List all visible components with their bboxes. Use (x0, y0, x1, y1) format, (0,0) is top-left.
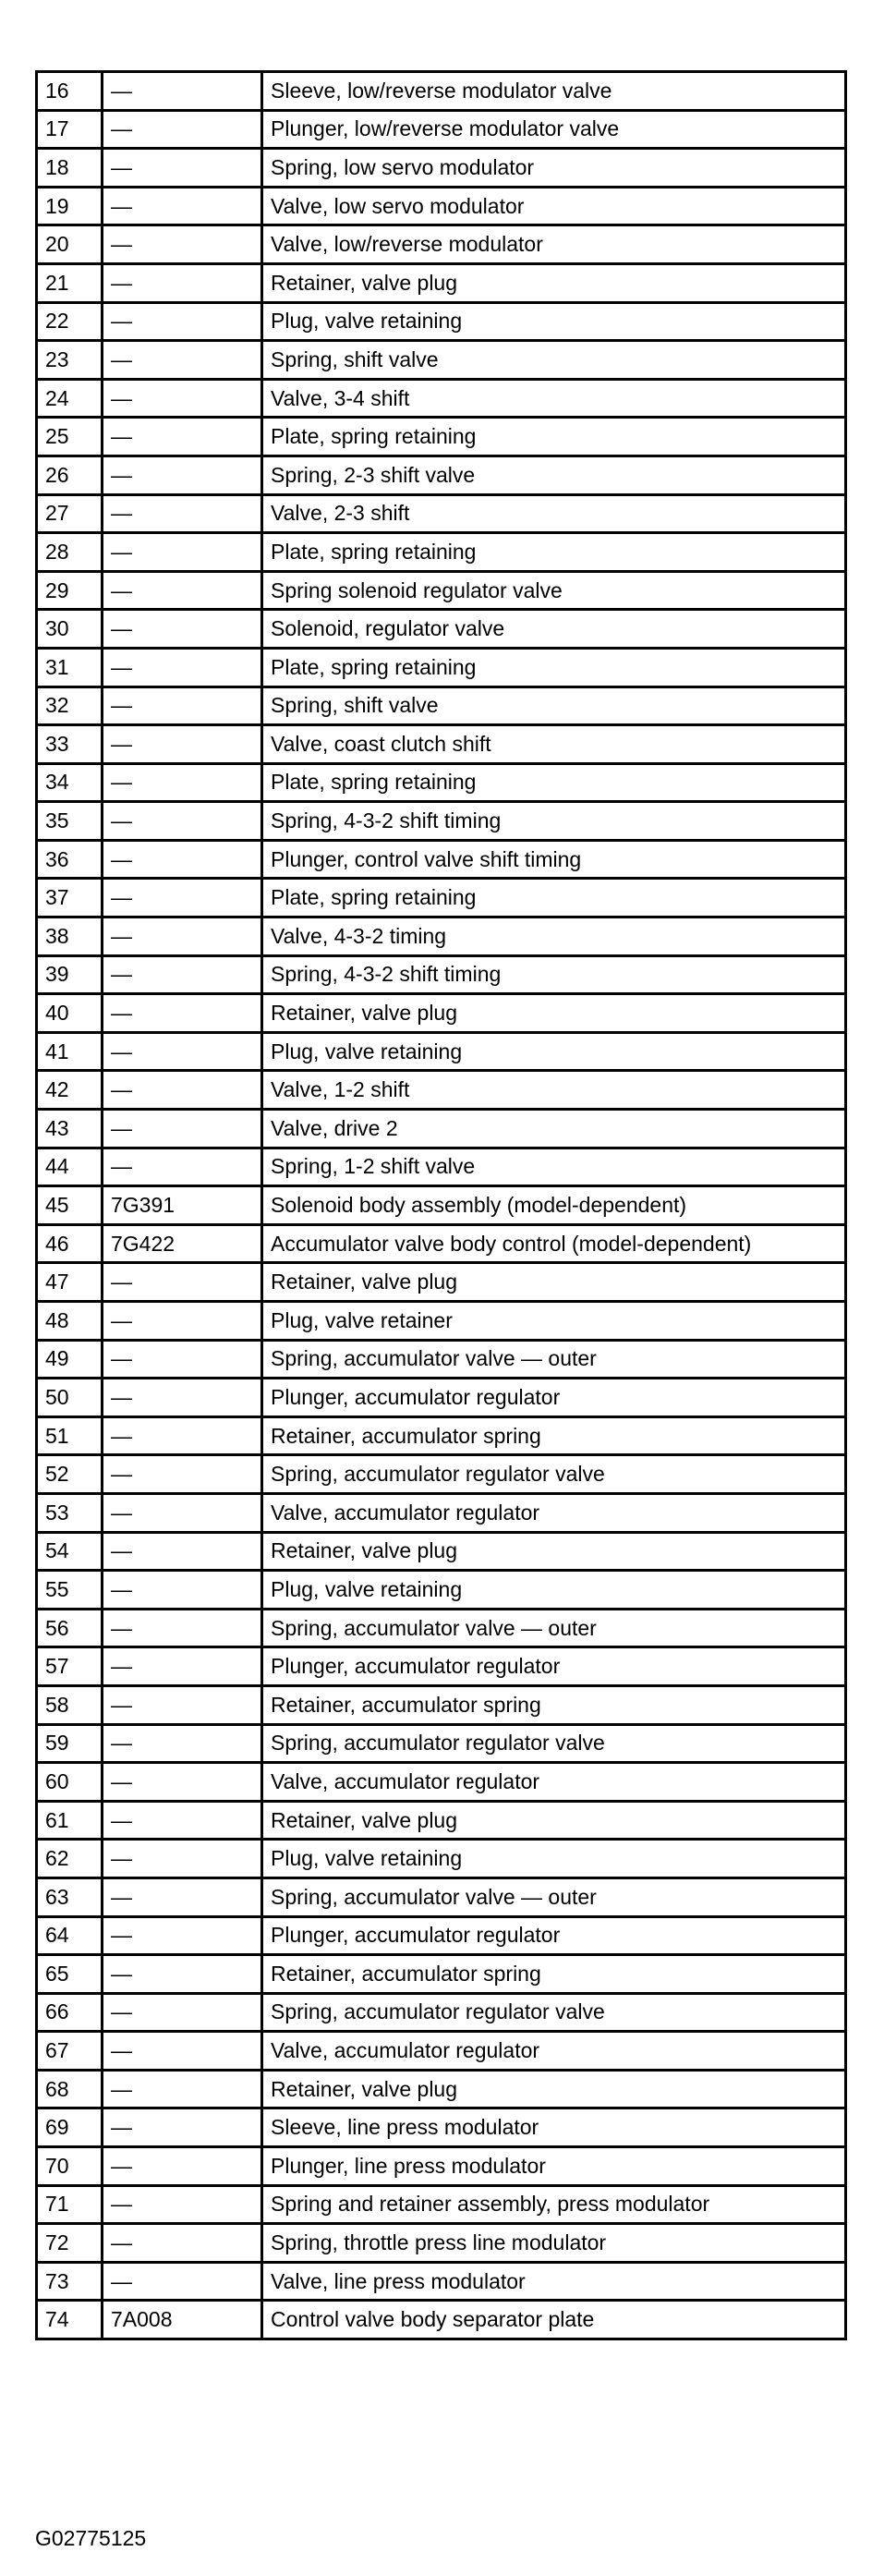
description-cell: Spring, 4-3-2 shift timing (262, 955, 846, 994)
description-cell: Valve, 3-4 shift (262, 379, 846, 418)
part-number-cell: — (103, 110, 262, 149)
table-row (37, 802, 846, 841)
part-number-cell: — (103, 1032, 262, 1071)
part-number-cell: — (103, 379, 262, 418)
table-row (37, 1340, 846, 1379)
description-cell: Valve, low servo modulator (262, 187, 846, 225)
table-row (37, 1110, 846, 1148)
description-cell: Spring, 2-3 shift valve (262, 456, 846, 494)
item-number-cell: 35 (37, 802, 103, 841)
part-number-cell: — (103, 1609, 262, 1647)
item-number-cell: 21 (37, 263, 103, 302)
table-row (37, 225, 846, 264)
item-number-cell: 65 (37, 1955, 103, 1994)
description-cell: Retainer, valve plug (262, 2070, 846, 2108)
description-cell: Plunger, accumulator regulator (262, 1916, 846, 1955)
table-row (37, 763, 846, 802)
table-row (37, 1302, 846, 1341)
part-number-cell: — (103, 1647, 262, 1686)
table-row (37, 1685, 846, 1724)
item-number-cell: 39 (37, 955, 103, 994)
item-number-cell: 43 (37, 1110, 103, 1148)
description-cell: Spring solenoid regulator valve (262, 571, 846, 610)
part-number-cell: — (103, 1955, 262, 1994)
table-row (37, 1224, 846, 1263)
description-cell: Spring, accumulator regulator valve (262, 1724, 846, 1763)
table-row (37, 1724, 846, 1763)
item-number-cell: 57 (37, 1647, 103, 1686)
table-row (37, 72, 846, 111)
description-cell: Plunger, line press modulator (262, 2147, 846, 2186)
table-row (37, 379, 846, 418)
table-row (37, 2032, 846, 2071)
table-row (37, 187, 846, 225)
part-number-cell: — (103, 2147, 262, 2186)
item-number-cell: 47 (37, 1263, 103, 1302)
description-cell: Retainer, valve plug (262, 1532, 846, 1571)
table-row (37, 1955, 846, 1994)
part-number-cell: — (103, 225, 262, 264)
part-number-cell: — (103, 1916, 262, 1955)
description-cell: Plug, valve retainer (262, 1302, 846, 1341)
description-cell: Plug, valve retaining (262, 302, 846, 341)
part-number-cell: — (103, 533, 262, 572)
part-number-cell: — (103, 341, 262, 380)
item-number-cell: 59 (37, 1724, 103, 1763)
description-cell: Spring, accumulator regulator valve (262, 1455, 846, 1494)
part-number-cell: — (103, 263, 262, 302)
part-number-cell: — (103, 1263, 262, 1302)
description-cell: Plug, valve retaining (262, 1032, 846, 1071)
item-number-cell: 71 (37, 2185, 103, 2224)
item-number-cell: 31 (37, 648, 103, 687)
table-row (37, 1071, 846, 1110)
part-number-cell: 7A008 (103, 2301, 262, 2339)
parts-table-body (37, 72, 846, 2339)
table-row (37, 1916, 846, 1955)
description-cell: Retainer, accumulator spring (262, 1955, 846, 1994)
part-number-cell: — (103, 2224, 262, 2263)
item-number-cell: 70 (37, 2147, 103, 2186)
item-number-cell: 25 (37, 418, 103, 456)
item-number-cell: 17 (37, 110, 103, 149)
item-number-cell: 45 (37, 1186, 103, 1225)
part-number-cell: — (103, 418, 262, 456)
part-number-cell: — (103, 955, 262, 994)
table-row (37, 1186, 846, 1225)
table-row (37, 418, 846, 456)
item-number-cell: 33 (37, 725, 103, 764)
table-row (37, 456, 846, 494)
description-cell: Plug, valve retaining (262, 1840, 846, 1878)
description-cell: Plate, spring retaining (262, 763, 846, 802)
item-number-cell: 63 (37, 1877, 103, 1916)
table-row (37, 1263, 846, 1302)
item-number-cell: 44 (37, 1148, 103, 1186)
table-row (37, 610, 846, 649)
table-row (37, 533, 846, 572)
table-row (37, 341, 846, 380)
table-row (37, 571, 846, 610)
item-number-cell: 20 (37, 225, 103, 264)
table-row (37, 2147, 846, 2186)
part-number-cell: — (103, 840, 262, 879)
table-row (37, 1532, 846, 1571)
part-number-cell: — (103, 1763, 262, 1802)
part-number-cell: — (103, 917, 262, 956)
item-number-cell: 22 (37, 302, 103, 341)
table-row (37, 917, 846, 956)
description-cell: Valve, accumulator regulator (262, 1763, 846, 1802)
item-number-cell: 66 (37, 1993, 103, 2032)
part-number-cell: — (103, 802, 262, 841)
part-number-cell: — (103, 763, 262, 802)
item-number-cell: 49 (37, 1340, 103, 1379)
part-number-cell: — (103, 1379, 262, 1417)
item-number-cell: 40 (37, 994, 103, 1033)
item-number-cell: 73 (37, 2262, 103, 2301)
description-cell: Retainer, valve plug (262, 1801, 846, 1840)
part-number-cell: 7G391 (103, 1186, 262, 1225)
table-row (37, 1877, 846, 1916)
table-row (37, 1493, 846, 1532)
item-number-cell: 28 (37, 533, 103, 572)
description-cell: Valve, accumulator regulator (262, 1493, 846, 1532)
description-cell: Valve, low/reverse modulator (262, 225, 846, 264)
table-row (37, 302, 846, 341)
part-number-cell: — (103, 725, 262, 764)
description-cell: Plate, spring retaining (262, 648, 846, 687)
description-cell: Retainer, valve plug (262, 1263, 846, 1302)
part-number-cell: — (103, 2185, 262, 2224)
description-cell: Sleeve, low/reverse modulator valve (262, 72, 846, 111)
description-cell: Spring, accumulator valve — outer (262, 1609, 846, 1647)
description-cell: Spring, throttle press line modulator (262, 2224, 846, 2263)
table-row (37, 687, 846, 725)
item-number-cell: 68 (37, 2070, 103, 2108)
item-number-cell: 26 (37, 456, 103, 494)
part-number-cell: — (103, 1877, 262, 1916)
part-number-cell: — (103, 1493, 262, 1532)
description-cell: Spring, 1-2 shift valve (262, 1148, 846, 1186)
table-row (37, 110, 846, 149)
description-cell: Control valve body separator plate (262, 2301, 846, 2339)
part-number-cell: — (103, 2032, 262, 2071)
description-cell: Spring, shift valve (262, 341, 846, 380)
parts-table (35, 70, 847, 2340)
part-number-cell: — (103, 610, 262, 649)
item-number-cell: 48 (37, 1302, 103, 1341)
part-number-cell: — (103, 687, 262, 725)
item-number-cell: 72 (37, 2224, 103, 2263)
table-row (37, 1571, 846, 1610)
part-number-cell: — (103, 149, 262, 188)
part-number-cell: — (103, 456, 262, 494)
table-row (37, 879, 846, 917)
description-cell: Spring, low servo modulator (262, 149, 846, 188)
part-number-cell: — (103, 1148, 262, 1186)
table-row (37, 1993, 846, 2032)
description-cell: Valve, 1-2 shift (262, 1071, 846, 1110)
item-number-cell: 74 (37, 2301, 103, 2339)
part-number-cell: — (103, 1571, 262, 1610)
part-number-cell: — (103, 1724, 262, 1763)
item-number-cell: 58 (37, 1685, 103, 1724)
description-cell: Spring, accumulator valve — outer (262, 1340, 846, 1379)
table-row (37, 1801, 846, 1840)
description-cell: Plunger, accumulator regulator (262, 1379, 846, 1417)
description-cell: Solenoid body assembly (model-dependent) (262, 1186, 846, 1225)
part-number-cell: — (103, 2108, 262, 2147)
item-number-cell: 56 (37, 1609, 103, 1647)
table-row (37, 725, 846, 764)
item-number-cell: 34 (37, 763, 103, 802)
part-number-cell: — (103, 1801, 262, 1840)
item-number-cell: 41 (37, 1032, 103, 1071)
description-cell: Valve, accumulator regulator (262, 2032, 846, 2071)
part-number-cell: — (103, 1416, 262, 1455)
part-number-cell: — (103, 1993, 262, 2032)
part-number-cell: — (103, 879, 262, 917)
table-row (37, 494, 846, 533)
description-cell: Spring, accumulator valve — outer (262, 1877, 846, 1916)
table-row (37, 2185, 846, 2224)
item-number-cell: 18 (37, 149, 103, 188)
part-number-cell: — (103, 1685, 262, 1724)
table-row (37, 2070, 846, 2108)
table-row (37, 1609, 846, 1647)
description-cell: Valve, drive 2 (262, 1110, 846, 1148)
table-row (37, 149, 846, 188)
item-number-cell: 37 (37, 879, 103, 917)
description-cell: Valve, line press modulator (262, 2262, 846, 2301)
part-number-cell: — (103, 571, 262, 610)
description-cell: Plunger, accumulator regulator (262, 1647, 846, 1686)
description-cell: Valve, 4-3-2 timing (262, 917, 846, 956)
description-cell: Plate, spring retaining (262, 533, 846, 572)
item-number-cell: 16 (37, 72, 103, 111)
description-cell: Plate, spring retaining (262, 879, 846, 917)
item-number-cell: 46 (37, 1224, 103, 1263)
table-row (37, 1840, 846, 1878)
part-number-cell: 7G422 (103, 1224, 262, 1263)
part-number-cell: — (103, 994, 262, 1033)
description-cell: Plug, valve retaining (262, 1571, 846, 1610)
item-number-cell: 61 (37, 1801, 103, 1840)
description-cell: Retainer, valve plug (262, 263, 846, 302)
item-number-cell: 64 (37, 1916, 103, 1955)
description-cell: Plate, spring retaining (262, 418, 846, 456)
description-cell: Valve, 2-3 shift (262, 494, 846, 533)
item-number-cell: 60 (37, 1763, 103, 1802)
item-number-cell: 32 (37, 687, 103, 725)
description-cell: Sleeve, line press modulator (262, 2108, 846, 2147)
part-number-cell: — (103, 72, 262, 111)
table-row (37, 648, 846, 687)
table-row (37, 1416, 846, 1455)
item-number-cell: 42 (37, 1071, 103, 1110)
table-row (37, 955, 846, 994)
item-number-cell: 67 (37, 2032, 103, 2071)
part-number-cell: — (103, 1340, 262, 1379)
part-number-cell: — (103, 648, 262, 687)
table-row (37, 2224, 846, 2263)
part-number-cell: — (103, 2262, 262, 2301)
description-cell: Spring, shift valve (262, 687, 846, 725)
description-cell: Spring, 4-3-2 shift timing (262, 802, 846, 841)
description-cell: Valve, coast clutch shift (262, 725, 846, 764)
table-row (37, 1763, 846, 1802)
table-row (37, 1379, 846, 1417)
part-number-cell: — (103, 1532, 262, 1571)
description-cell: Retainer, accumulator spring (262, 1416, 846, 1455)
description-cell: Spring, accumulator regulator valve (262, 1993, 846, 2032)
item-number-cell: 19 (37, 187, 103, 225)
table-row (37, 2262, 846, 2301)
table-row (37, 1032, 846, 1071)
table-row (37, 2301, 846, 2339)
item-number-cell: 23 (37, 341, 103, 380)
part-number-cell: — (103, 2070, 262, 2108)
description-cell: Retainer, accumulator spring (262, 1685, 846, 1724)
description-cell: Plunger, low/reverse modulator valve (262, 110, 846, 149)
description-cell: Accumulator valve body control (model-dependent) (262, 1224, 846, 1263)
item-number-cell: 27 (37, 494, 103, 533)
item-number-cell: 50 (37, 1379, 103, 1417)
item-number-cell: 55 (37, 1571, 103, 1610)
item-number-cell: 62 (37, 1840, 103, 1878)
description-cell: Retainer, valve plug (262, 994, 846, 1033)
part-number-cell: — (103, 1455, 262, 1494)
item-number-cell: 29 (37, 571, 103, 610)
table-row (37, 1148, 846, 1186)
part-number-cell: — (103, 1071, 262, 1110)
item-number-cell: 54 (37, 1532, 103, 1571)
figure-id: G02775125 (35, 2526, 147, 2550)
table-row (37, 1647, 846, 1686)
part-number-cell: — (103, 1110, 262, 1148)
part-number-cell: — (103, 1840, 262, 1878)
table-row (37, 840, 846, 879)
description-cell: Spring and retainer assembly, press modulator (262, 2185, 846, 2224)
table-row (37, 2108, 846, 2147)
item-number-cell: 36 (37, 840, 103, 879)
item-number-cell: 38 (37, 917, 103, 956)
description-cell: Solenoid, regulator valve (262, 610, 846, 649)
item-number-cell: 53 (37, 1493, 103, 1532)
table-row (37, 263, 846, 302)
part-number-cell: — (103, 494, 262, 533)
description-cell: Plunger, control valve shift timing (262, 840, 846, 879)
part-number-cell: — (103, 1302, 262, 1341)
item-number-cell: 69 (37, 2108, 103, 2147)
table-row (37, 994, 846, 1033)
item-number-cell: 24 (37, 379, 103, 418)
item-number-cell: 51 (37, 1416, 103, 1455)
part-number-cell: — (103, 187, 262, 225)
part-number-cell: — (103, 302, 262, 341)
item-number-cell: 30 (37, 610, 103, 649)
table-row (37, 1455, 846, 1494)
item-number-cell: 52 (37, 1455, 103, 1494)
